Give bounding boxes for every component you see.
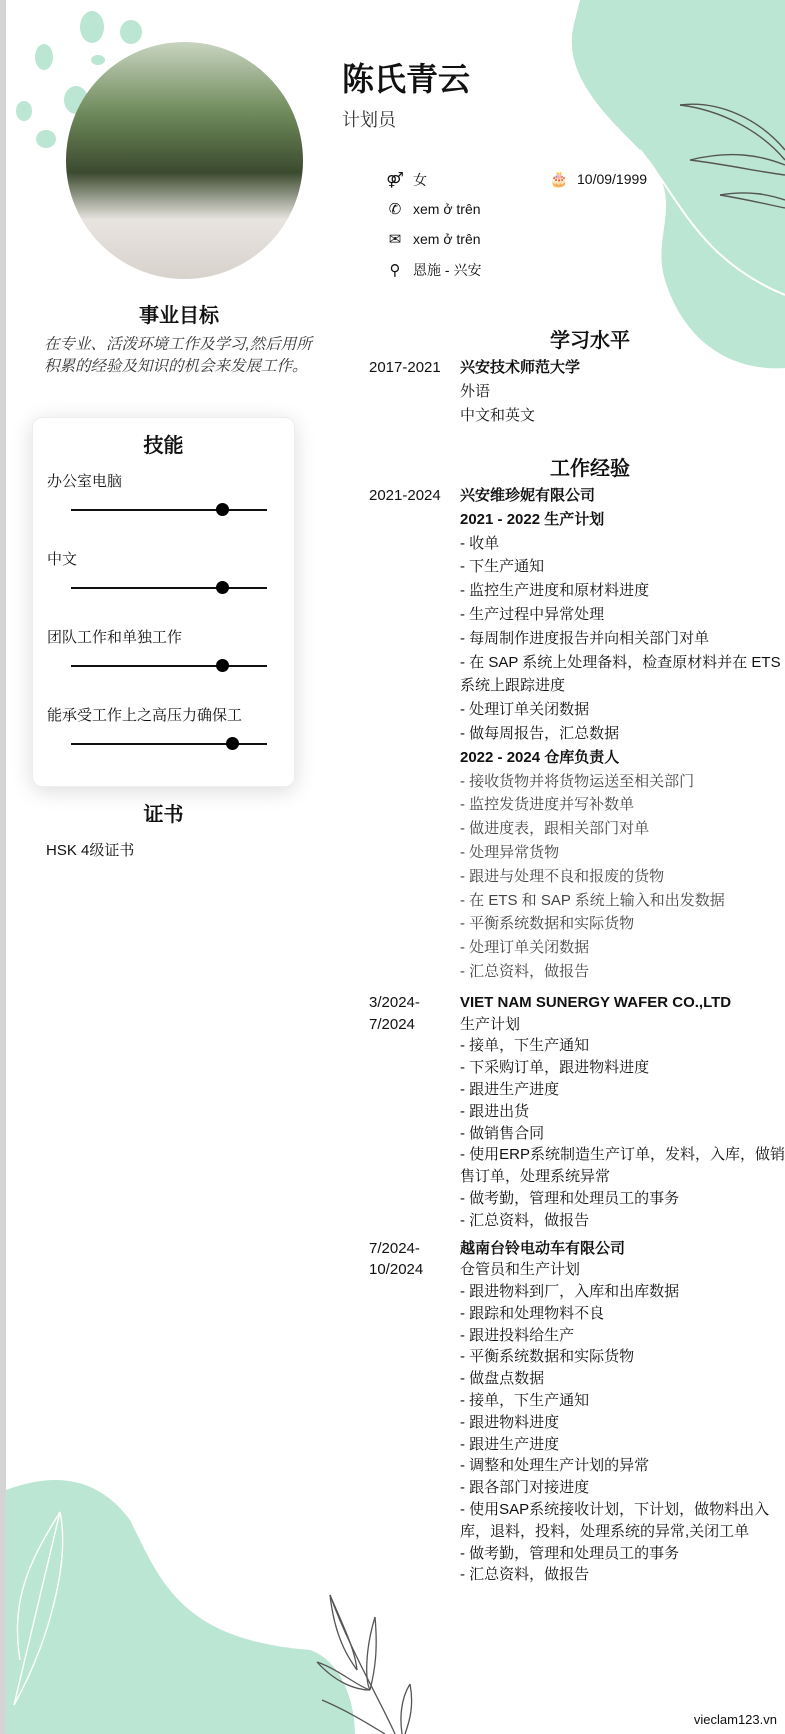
skill-level-knob xyxy=(216,659,229,672)
position-title: 仓管员和生产计划 xyxy=(460,1261,581,1279)
school-name: 兴安技术师范大学 xyxy=(460,359,581,376)
duty-line: - 使用ERP系统制造生产订单，发料，入库，做销售订单，处理系统异常 xyxy=(460,1146,785,1186)
duty-line: - 汇总资料，做报告 xyxy=(460,962,590,980)
profile-photo xyxy=(66,42,303,279)
education-date: 2017-2021 xyxy=(369,359,441,376)
duty-line: - 处理订单关闭数据 xyxy=(460,701,590,719)
position-period: 2021 - 2022 生产计划 xyxy=(460,510,605,528)
experience-entry xyxy=(369,1238,779,1587)
phone-item xyxy=(385,200,481,218)
duty-line: - 下生产通知 xyxy=(460,558,545,576)
duty-line: - 使用SAP系统接收计划，下计划，做物料出入库，退料，投料，处理系统的异常,关闭工单 xyxy=(460,1501,770,1540)
duty-line: - 处理订单关闭数据 xyxy=(460,939,590,957)
skills-card xyxy=(32,417,295,787)
skill-level-knob xyxy=(216,581,229,594)
skill-level-slider xyxy=(71,587,267,589)
skill-label: 中文 xyxy=(47,551,78,568)
duty-line: - 每周制作进度报告并向相关部门对单 xyxy=(460,629,710,647)
company-name: 越南台铃电动车有限公司 xyxy=(460,1239,626,1257)
duty-line: - 跟各部门对接进度 xyxy=(460,1479,590,1497)
duty-line: - 跟进投料给生产 xyxy=(460,1326,575,1344)
duty-line: - 调整和处理生产计划的异常 xyxy=(460,1457,650,1475)
birthday-item xyxy=(549,170,647,188)
position-title: 生产计划 xyxy=(460,1015,521,1033)
duty-line: - 汇总资料，做报告 xyxy=(460,1211,590,1229)
duty-line: - 跟进出货 xyxy=(460,1102,530,1120)
education-line: 外语 xyxy=(460,382,491,400)
duty-line: - 跟进物料进度 xyxy=(460,1413,560,1431)
skill-label: 办公室电脑 xyxy=(47,473,123,490)
duty-line: - 做进度表，跟相关部门对单 xyxy=(460,820,650,838)
duty-line: - 收单 xyxy=(460,534,500,552)
phone-icon: ✆ xyxy=(388,201,402,218)
experience-date: 7/2024- 10/2024 xyxy=(369,1239,424,1279)
phone-text: xem ở trên xyxy=(413,201,481,217)
skill-level-knob xyxy=(216,503,229,516)
duty-line: - 监控发货进度并写补数单 xyxy=(460,796,635,814)
address-text: 恩施 - 兴安 xyxy=(413,262,482,278)
email-text: xem ở trên xyxy=(413,231,481,247)
education-heading: 学习水平 xyxy=(550,330,630,352)
skill-level-slider xyxy=(71,509,267,511)
education-entry xyxy=(369,356,779,427)
duty-line: - 做销售合同 xyxy=(460,1124,545,1142)
skill-label: 能承受工作上之高压力确保工 xyxy=(47,707,243,724)
company-name: 兴安维珍妮有限公司 xyxy=(460,487,596,504)
certificate-item: HSK 4级证书 xyxy=(46,842,135,859)
experience-date: 3/2024- 7/2024 xyxy=(369,993,420,1033)
email-item xyxy=(385,230,481,248)
candidate-title: 计划员 xyxy=(342,110,396,130)
birthday-text: 10/09/1999 xyxy=(577,171,648,187)
birthday-cake-icon: 🎂 xyxy=(549,171,569,188)
duty-line: - 跟进生产进度 xyxy=(460,1435,560,1453)
duty-line: - 跟进物料到厂，入库和出库数据 xyxy=(460,1283,680,1301)
education-line: 中文和英文 xyxy=(460,406,536,424)
duty-line: - 汇总资料，做报告 xyxy=(460,1566,590,1584)
duty-line: - 下采购订单，跟进物料进度 xyxy=(460,1059,650,1077)
duty-line: - 平衡系统数据和实际货物 xyxy=(460,915,635,933)
skills-heading: 技能 xyxy=(143,435,184,457)
skill-level-slider xyxy=(71,665,267,667)
envelope-icon: ✉ xyxy=(388,231,402,248)
experience-heading: 工作经验 xyxy=(550,458,630,480)
experience-entry xyxy=(369,992,785,1232)
company-name: VIET NAM SUNERGY WAFER CO.,LTD xyxy=(460,993,732,1011)
address-item xyxy=(385,260,481,280)
duty-line: - 处理异常货物 xyxy=(460,843,560,861)
duty-line: - 在 ETS 和 SAP 系统上输入和出发数据 xyxy=(460,891,725,909)
experience-list xyxy=(369,484,785,1586)
duty-line: - 做考勤，管理和处理员工的事务 xyxy=(460,1544,680,1562)
duty-line: - 做考勤，管理和处理员工的事务 xyxy=(460,1189,680,1207)
location-pin-icon: ⚲ xyxy=(389,262,401,279)
duty-line: - 跟进生产进度 xyxy=(460,1080,560,1098)
duty-line: - 接单，下生产通知 xyxy=(460,1392,590,1410)
duty-line: - 生产过程中异常处理 xyxy=(460,605,605,623)
duty-line: - 做盘点数据 xyxy=(460,1370,545,1388)
duty-line: - 在 SAP 系统上处理备料，检查原材料并在 ETS 系统上跟踪进度 xyxy=(460,653,781,695)
duty-line: - 平衡系统数据和实际货物 xyxy=(460,1348,635,1366)
certificates-heading: 证书 xyxy=(143,804,184,826)
duty-line: - 接收货物并将货物运送至相关部门 xyxy=(460,772,695,790)
duty-line: - 跟踪和处理物料不良 xyxy=(460,1304,605,1322)
watermark: vieclam123.vn xyxy=(693,1712,777,1727)
gender-text: 女 xyxy=(413,172,427,188)
duty-line: - 监控生产进度和原材料进度 xyxy=(460,582,650,600)
gender-icon: ⚤ xyxy=(386,172,404,189)
experience-entry xyxy=(369,484,779,984)
page-edge xyxy=(0,0,6,1734)
duty-line: - 做每周报告，汇总数据 xyxy=(460,724,620,742)
position-period: 2022 - 2024 仓库负责人 xyxy=(460,748,620,766)
experience-date: 2021-2024 xyxy=(369,487,441,504)
duty-line: - 接单，下生产通知 xyxy=(460,1037,590,1055)
objective-text: 在专业、活泼环境工作及学习,然后用所积累的经验及知识的机会来发展工作。 xyxy=(44,336,312,375)
objective-heading: 事业目标 xyxy=(139,305,219,327)
skill-level-slider xyxy=(71,743,267,745)
duty-line: - 跟进与处理不良和报废的货物 xyxy=(460,867,665,885)
skill-level-knob xyxy=(226,737,239,750)
candidate-name: 陈氏青云 xyxy=(342,61,471,97)
gender-item xyxy=(385,170,427,190)
skill-label: 团队工作和单独工作 xyxy=(47,629,183,646)
